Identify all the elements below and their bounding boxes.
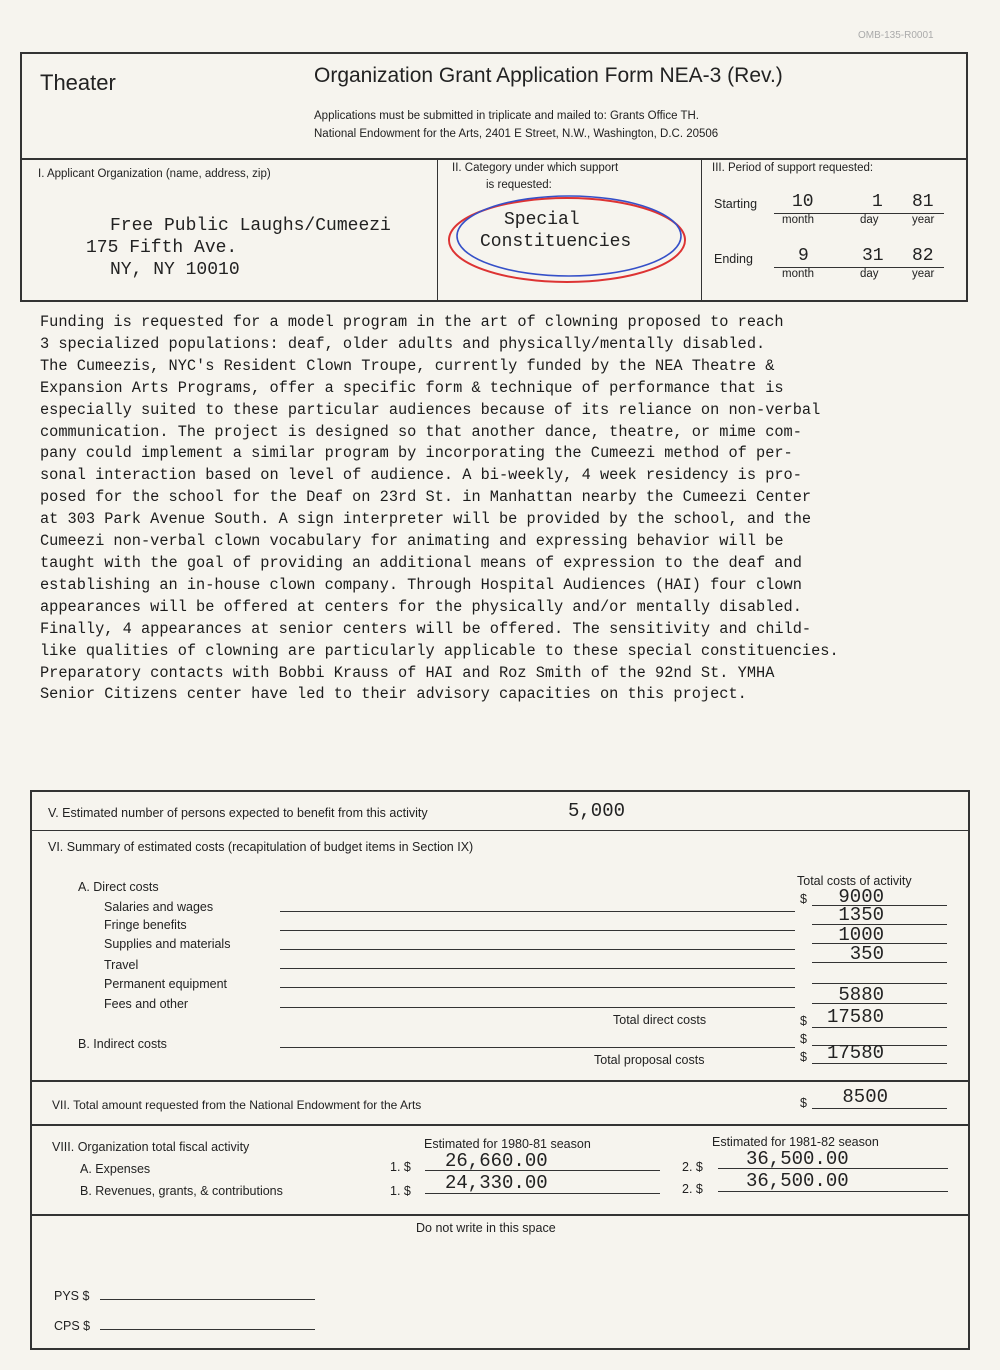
description-line: Expansion Arts Programs, offer a specific form & technique of performance that is <box>40 378 784 397</box>
fringe-label: Fringe benefits <box>104 918 187 932</box>
end-day: 31 <box>862 246 884 266</box>
equipment-label: Permanent equipment <box>104 977 227 991</box>
divider-v <box>32 830 968 831</box>
pys-underline <box>100 1299 315 1300</box>
applicant-label: I. Applicant Organization (name, address, zip) <box>38 168 271 180</box>
discipline-label: Theater <box>40 70 116 95</box>
supplies-leader <box>280 949 795 950</box>
applicant-name: Free Public Laughs/Cumeezi <box>110 216 391 236</box>
revenues-prefix-2: 2. $ <box>682 1182 703 1196</box>
description-line: 3 specialized populations: deaf, older adults and physically/mentally disabled. <box>40 334 766 353</box>
total-proposal-dollar: $ <box>800 1050 807 1064</box>
revenues-1-value: 24,330.00 <box>445 1172 548 1194</box>
travel-value: 350 <box>849 943 884 965</box>
category-value-2: Constituencies <box>480 232 632 252</box>
fees-leader <box>280 1007 795 1008</box>
applicant-address-2: NY, NY 10010 <box>110 260 240 280</box>
description-line: communication. The project is designed so that another dance, theatre, or mime com- <box>40 422 802 441</box>
total-direct-value: 17580 <box>826 1006 884 1028</box>
starting-label: Starting <box>714 197 758 211</box>
start-day: 1 <box>872 192 883 212</box>
instructions-line-2: National Endowment for the Arts, 2401 E Street, N.W., Washington, D.C. 20506 <box>314 128 719 140</box>
description-line: especially suited to these particular audiences because of its reliance on non-verbal <box>40 400 821 419</box>
description-line: posed for the school for the Deaf on 23rd St. in Manhattan nearby the Cumeezi Center <box>40 488 812 507</box>
start-year: 81 <box>912 192 934 212</box>
category-value-1: Special <box>504 210 580 230</box>
description-line: Senior Citizens center have led to their advisory capacities on this project. <box>40 685 747 704</box>
dollar-sign: $ <box>800 892 807 906</box>
cps-label: CPS $ <box>54 1319 91 1333</box>
instructions-line-1: Applications must be submitted in triplicate and mailed to: Grants Office TH. <box>314 110 700 122</box>
description-line: establishing an in-house clown company. Through Hospital Audiences (HAI) four clown <box>40 575 802 594</box>
equipment-leader <box>280 987 795 988</box>
total-proposal-value: 17580 <box>826 1042 884 1064</box>
amount-requested-value: 8500 <box>842 1086 888 1108</box>
revenues-label: B. Revenues, grants, & contributions <box>80 1184 283 1198</box>
season-2-header: Estimated for 1981-82 season <box>712 1135 879 1149</box>
expenses-prefix-1: 1. $ <box>390 1160 411 1174</box>
beneficiaries-label: V. Estimated number of persons expected to benefit from this activity <box>48 806 428 820</box>
salaries-value: 9000 <box>838 886 884 908</box>
end-year: 82 <box>912 246 934 266</box>
description-line: sonal interaction based on level of audience. A bi-weekly, 4 week residency is pro- <box>40 466 802 485</box>
travel-leader <box>280 968 795 969</box>
project-description <box>40 312 970 706</box>
description-line: The Cumeezis, NYC's Resident Clown Troupe, currently funded by the NEA Theatre & <box>40 356 775 375</box>
fiscal-activity-label: VIII. Organization total fiscal activity <box>52 1140 250 1154</box>
description-line: taught with the goal of providing an additional means of expression to the deaf and <box>40 553 802 572</box>
total-direct-dollar: $ <box>800 1014 807 1028</box>
amount-requested-label: VII. Total amount requested from the National Endowment for the Arts <box>52 1098 422 1112</box>
fees-value: 5880 <box>838 984 884 1006</box>
supplies-label: Supplies and materials <box>104 937 231 951</box>
category-label: II. Category under which support <box>452 162 619 174</box>
costs-summary-label: VI. Summary of estimated costs (recapitulation of budget items in Section IX) <box>48 840 474 854</box>
start-year-caption: year <box>912 214 935 226</box>
indirect-dollar: $ <box>800 1032 807 1046</box>
ending-label: Ending <box>714 252 753 266</box>
description-line: Funding is requested for a model program in the art of clowning proposed to reach <box>40 313 784 331</box>
total-proposal-label: Total proposal costs <box>594 1053 705 1067</box>
travel-label: Travel <box>104 958 139 972</box>
start-month: 10 <box>792 192 814 212</box>
description-line: Finally, 4 appearances at senior centers will be offered. The sensitivity and child- <box>40 619 812 638</box>
description-line: like qualities of clowning are particularly applicable to these special constituencies. <box>40 641 839 660</box>
start-day-caption: day <box>860 214 879 226</box>
amount-requested-dollar: $ <box>800 1096 807 1110</box>
season-1-header: Estimated for 1980-81 season <box>424 1137 591 1151</box>
cps-underline <box>100 1329 315 1330</box>
description-line: Cumeezi non-verbal clown vocabulary for animating and expressing behavior will be <box>40 532 784 551</box>
category-label-2: is requested: <box>486 179 552 191</box>
start-month-caption: month <box>782 214 814 226</box>
fees-label: Fees and other <box>104 997 189 1011</box>
amount-requested-underline <box>812 1108 947 1109</box>
revenues-prefix-1: 1. $ <box>390 1184 411 1198</box>
beneficiaries-value: 5,000 <box>568 800 626 822</box>
end-year-caption: year <box>912 268 935 280</box>
supplies-value: 1000 <box>838 924 884 946</box>
description-line: Preparatory contacts with Bobbi Krauss of HAI and Roz Smith of the 92nd St. YMHA <box>40 663 775 682</box>
fringe-value: 1350 <box>838 904 884 926</box>
description-line: pany could implement a similar program by incorporating the Cumeezi method of per- <box>40 444 793 463</box>
total-direct-label: Total direct costs <box>613 1013 707 1027</box>
indirect-costs-label: B. Indirect costs <box>78 1037 167 1051</box>
office-use-label: Do not write in this space <box>416 1221 556 1235</box>
expenses-2-value: 36,500.00 <box>746 1148 849 1170</box>
direct-costs-label: A. Direct costs <box>78 880 159 894</box>
expenses-label: A. Expenses <box>80 1162 151 1176</box>
divider-2 <box>701 160 702 300</box>
pys-label: PYS $ <box>54 1289 90 1303</box>
end-day-caption: day <box>860 268 879 280</box>
divider-1 <box>437 160 438 300</box>
end-month-caption: month <box>782 268 814 280</box>
revenues-2-value: 36,500.00 <box>746 1170 849 1192</box>
form-code: OMB-135-R0001 <box>858 30 934 41</box>
form-title: Organization Grant Application Form NEA-3 (Rev.) <box>314 64 783 87</box>
fringe-leader <box>280 930 795 931</box>
salaries-label: Salaries and wages <box>104 900 214 914</box>
applicant-address-1: 175 Fifth Ave. <box>86 238 238 258</box>
salaries-leader <box>280 911 795 912</box>
indirect-leader <box>280 1047 795 1048</box>
description-line: appearances will be offered at centers for the physically and/or mentally disabled. <box>40 597 802 616</box>
total-costs-header: Total costs of activity <box>797 874 912 888</box>
expenses-prefix-2: 2. $ <box>682 1160 703 1174</box>
end-month: 9 <box>798 246 809 266</box>
period-label: III. Period of support requested: <box>712 162 874 174</box>
expenses-1-value: 26,660.00 <box>445 1150 548 1172</box>
description-line: at 303 Park Avenue South. A sign interpreter will be provided by the school, and the <box>40 510 812 529</box>
